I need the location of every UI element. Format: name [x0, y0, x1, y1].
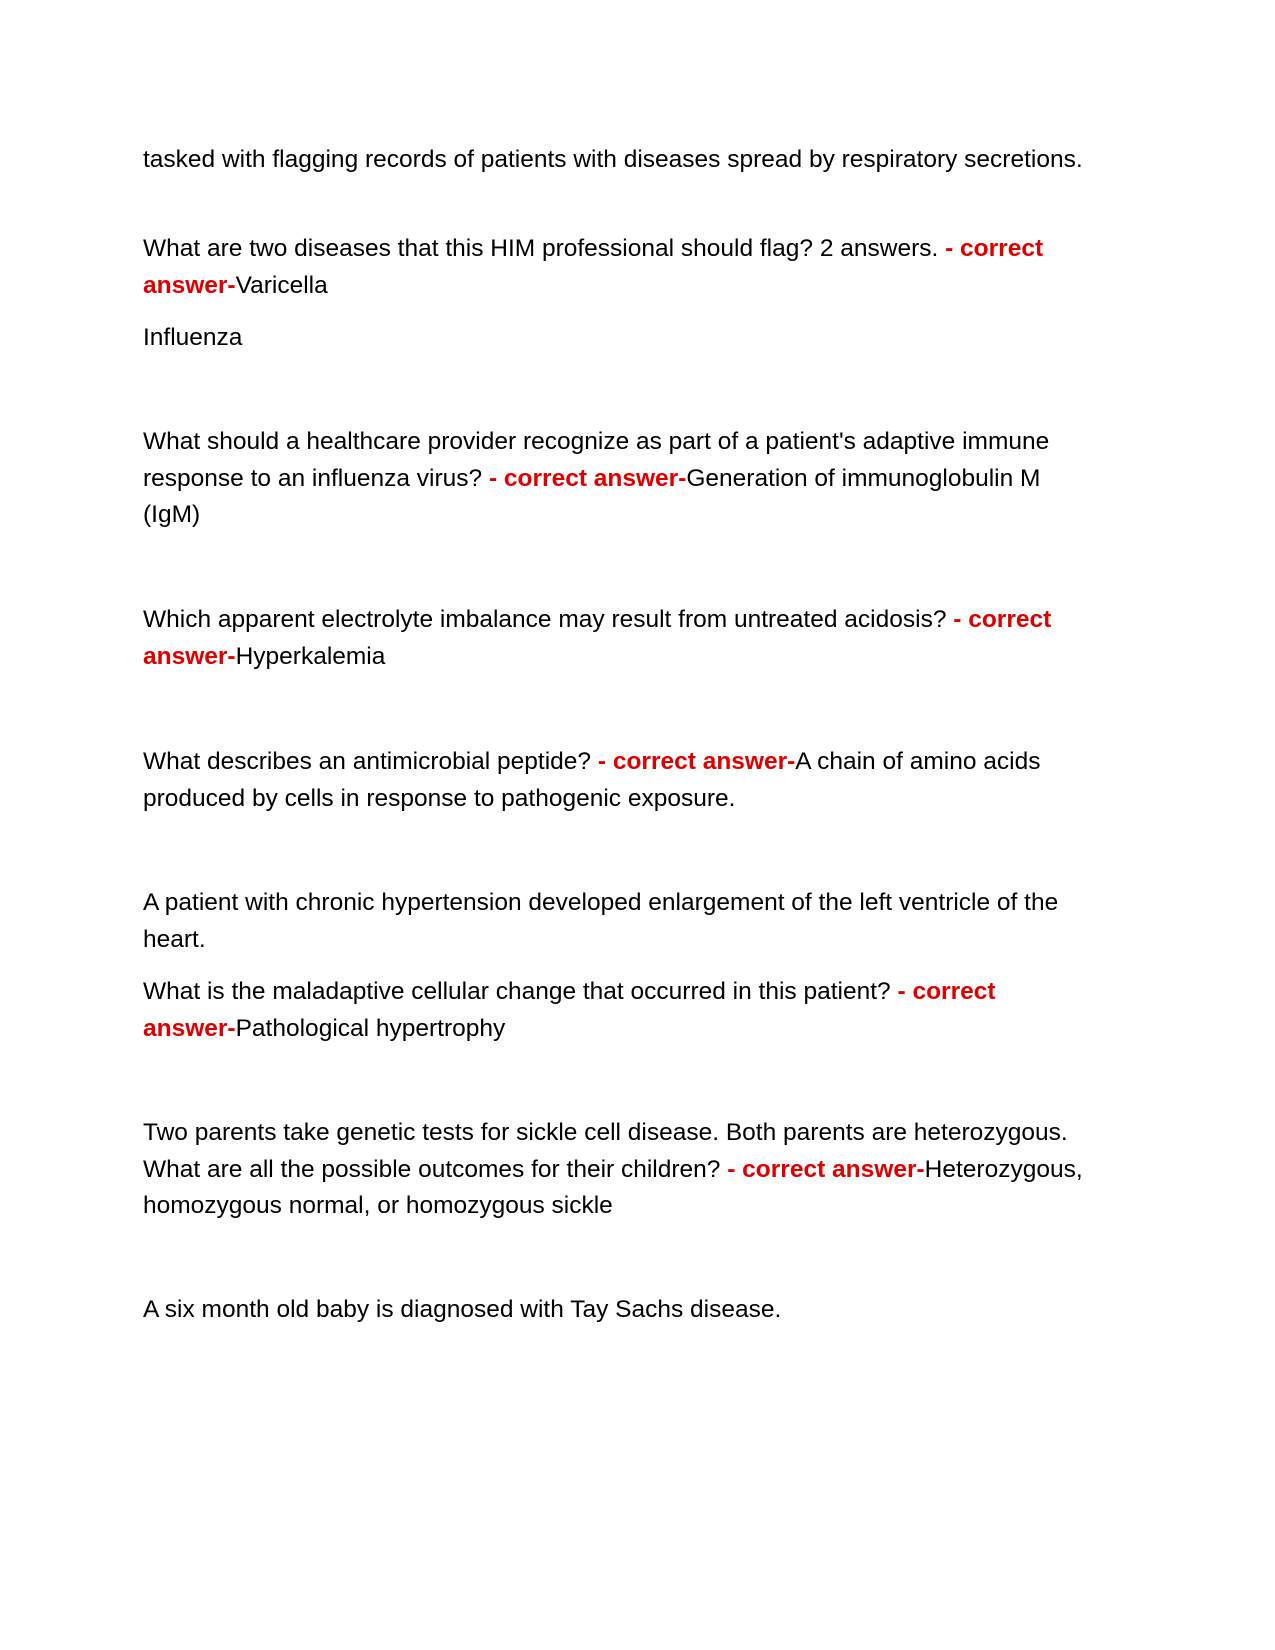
q1-answer-label: - correct answer-	[143, 235, 1044, 299]
q1-question: What are two diseases that this HIM professional should flag? 2 answers.	[143, 235, 946, 262]
q5-paragraph	[143, 974, 1083, 1047]
q4-question: What describes an antimicrobial peptide?	[143, 748, 598, 775]
q3-answer: Hyperkalemia	[235, 642, 386, 670]
q5-answer-label: - correct answer-	[143, 978, 996, 1042]
q7-context: A six month old baby is diagnosed with Tay Sachs disease.	[143, 1296, 782, 1323]
q1-answer-line2: Influenza	[143, 324, 243, 351]
q5-context: A patient with chronic hypertension developed enlargement of the left ventricle of the heart.	[143, 889, 1059, 953]
q5-answer: Pathological hypertrophy	[235, 1014, 506, 1042]
q1-answer: Varicella	[235, 271, 328, 299]
q6-answer: Heterozygous, homozygous normal, or homozygous sickle	[143, 1155, 1083, 1219]
q4-paragraph	[143, 744, 1083, 817]
q1-question-paragraph	[143, 231, 1083, 304]
q2-answer-label: - correct answer-	[488, 464, 687, 492]
q6-question: Two parents take genetic tests for sickle cell disease. Both parents are heterozygous. What are all the possible outcomes for their children?	[143, 1119, 1068, 1183]
q2-answer: Generation of immunoglobulin M (IgM)	[143, 464, 1041, 528]
q4-answer: A chain of amino acids produced by cells in response to pathogenic exposure.	[143, 748, 1041, 812]
q4-answer-label: - correct answer-	[597, 748, 796, 775]
q3-paragraph	[143, 602, 1083, 675]
q2-question: What should a healthcare provider recognize as part of a patient's adaptive immune response to an influenza virus?	[143, 428, 1050, 492]
q2-paragraph	[143, 424, 1083, 534]
q6-answer-label: - correct answer-	[727, 1155, 925, 1183]
q6-paragraph	[143, 1115, 1083, 1225]
q3-question: Which apparent electrolyte imbalance may result from untreated acidosis?	[143, 606, 954, 633]
q3-answer-label: - correct answer-	[143, 606, 1052, 670]
q1-context: tasked with flagging records of patients with diseases spread by respiratory secretions.	[143, 146, 1083, 173]
q5-question: What is the maladaptive cellular change that occurred in this patient?	[143, 978, 898, 1005]
